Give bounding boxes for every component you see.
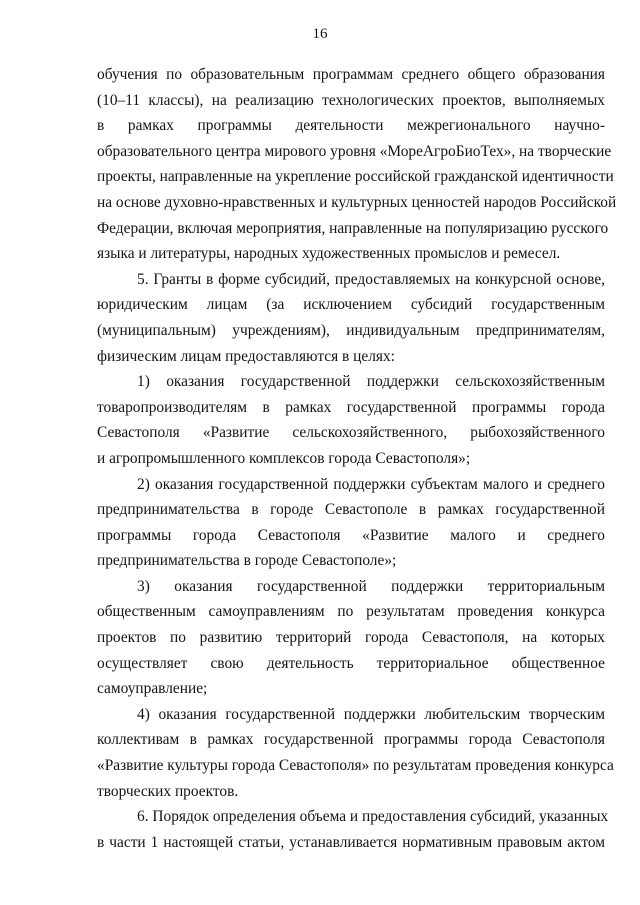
text-line: Севастополя «Развитие сельскохозяйственного, рыбохозяйственного: [97, 424, 605, 442]
text-line: на основе духовно-нравственных и культурных ценностей народов Российской: [97, 193, 617, 211]
body-text: [97, 62, 617, 855]
text-line: языка и литературы, народных художественных промыслов и ремесел.: [97, 245, 561, 263]
text-line: проектов по развитию территорий города Севастополя, на которых: [97, 629, 605, 647]
text-line: и агропромышленного комплексов города Севастополя»;: [97, 449, 471, 467]
text-line: образовательного центра мирового уровня «МореАгроБиоТех», на творческие: [97, 142, 612, 160]
text-line: предпринимательства в городе Севастополе в рамках государственной: [97, 501, 605, 519]
text-line: в рамках программы деятельности межрегионального научно-: [97, 117, 605, 135]
text-line: коллективам в рамках государственной программы города Севастополя: [97, 731, 605, 749]
text-line: предпринимательства в городе Севастополе»;: [97, 552, 397, 570]
text-line: 6. Порядок определения объема и предоставления субсидий, указанных: [137, 808, 609, 826]
text-line: 2) оказания государственной поддержки субъектам малого и среднего: [137, 475, 605, 493]
text-line: осуществляет свою деятельность территориальное общественное: [97, 654, 605, 672]
text-line: (муниципальным) учреждениям), индивидуальным предпринимателям,: [97, 321, 605, 339]
text-line: проекты, направленные на укрепление российской гражданской идентичности: [97, 168, 614, 186]
text-line: (10–11 классы), на реализацию технологических проектов, выполняемых: [97, 91, 605, 109]
text-line: 4) оказания государственной поддержки любительским творческим: [137, 705, 605, 723]
text-line: творческих проектов.: [97, 782, 239, 800]
text-line: 3) оказания государственной поддержки территориальным: [137, 577, 605, 595]
page-number: 16: [312, 26, 328, 42]
text-line: самоуправление;: [97, 680, 208, 698]
text-line: 5. Гранты в форме субсидий, предоставляемых на конкурсной основе,: [137, 270, 605, 288]
text-line: 1) оказания государственной поддержки сельскохозяйственным: [137, 373, 605, 391]
text-line: общественным самоуправлениям по результатам проведения конкурса: [97, 603, 605, 621]
text-line: «Развитие культуры города Севастополя» по результатам проведения конкурса: [97, 757, 614, 775]
text-line: программы города Севастополя «Развитие малого и среднего: [97, 526, 605, 544]
text-line: Федерации, включая мероприятия, направленные на популяризацию русского: [97, 219, 609, 237]
text-line: обучения по образовательным программам среднего общего образования: [97, 66, 605, 83]
text-line: юридическим лицам (за исключением субсидий государственным: [97, 296, 605, 314]
text-line: товаропроизводителям в рамках государственной программы города: [97, 398, 605, 416]
text-line: физическим лицам предоставляются в целях:: [97, 347, 395, 365]
text-line: в части 1 настоящей статьи, устанавливается нормативным правовым актом: [97, 833, 605, 851]
